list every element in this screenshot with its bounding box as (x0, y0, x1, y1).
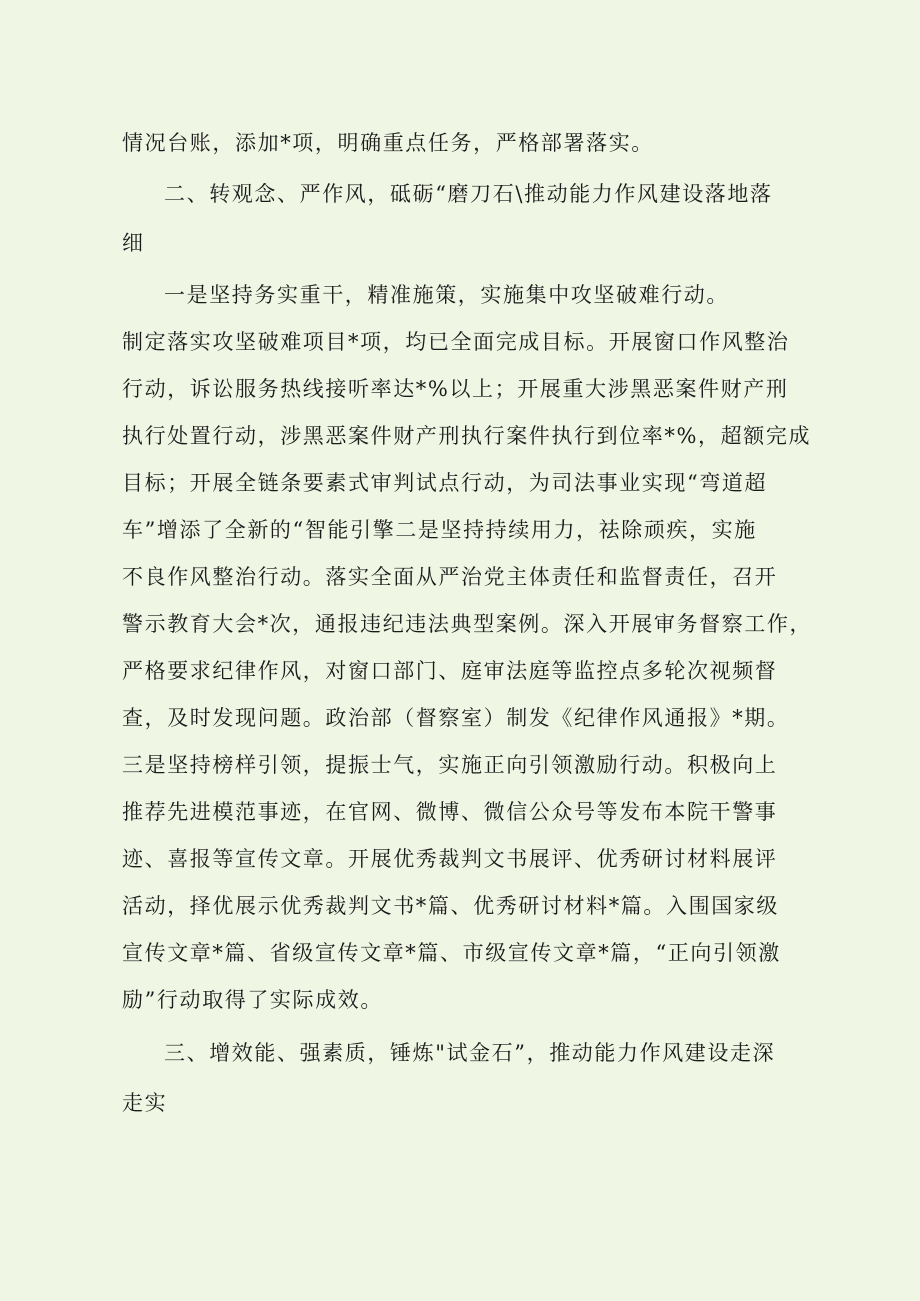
section-heading-3-cont: 走实 (122, 1091, 168, 1115)
text-line-1: 情况台账，添加*项，明确重点任务，严格部署落实。 (122, 131, 654, 155)
text-line-5: 制定落实攻坚破难项目*项，均已全面完成目标。开展窗口作风整治 (122, 330, 790, 354)
text-line-13: 查，及时发现问题。政治部（督察室）制发《纪律作风通报》*期。 (122, 706, 790, 730)
text-line-12: 严格要求纪律作风，对窗口部门、庭审法庭等监控点多轮次视频督 (122, 659, 778, 683)
text-line-18: 宣传文章*篇、省级宣传文章*篇、市级宣传文章*篇，“正向引领激 (122, 941, 781, 965)
section-heading-2-cont: 细 (122, 231, 145, 255)
text-line-8: 目标；开展全链条要素式审判试点行动，为司法事业实现“弯道超 (122, 471, 768, 495)
text-line-6: 行动，诉讼服务热线接听率达*%以上；开展重大涉黑恶案件财产刑 (122, 377, 789, 401)
section-heading-3: 三、增效能、强素质，锤炼"试金石”，推动能力作风建设走深 (164, 1041, 776, 1065)
text-line-7: 执行处置行动，涉黑恶案件财产刑执行案件执行到位率*%，超额完成 (122, 424, 812, 448)
text-line-4: 一是坚持务实重干，精准施策，实施集中攻坚破难行动。 (164, 283, 729, 307)
text-line-19: 励”行动取得了实际成效。 (122, 988, 383, 1012)
text-line-14: 三是坚持榜样引领，提振士气，实施正向引领激励行动。积极向上 (122, 753, 778, 777)
section-heading-2: 二、转观念、严作风，砥砺“磨刀石\推动能力作风建设落地落 (164, 182, 773, 206)
text-line-10: 不良作风整治行动。落实全面从严治党主体责任和监督责任，召开 (122, 565, 778, 589)
text-line-17: 活动，择优展示优秀裁判文书*篇、优秀研讨材料*篇。入围国家级 (122, 894, 779, 918)
text-line-11: 警示教育大会*次，通报违纪违法典型案例。深入开展审务督察工作， (122, 612, 813, 636)
text-line-15: 推荐先进模范事迹，在官网、微博、微信公众号等发布本院干警事 (122, 800, 778, 824)
text-line-9: 车”增添了全新的“智能引擎二是坚持持续用力，祛除顽疾，实施 (122, 518, 757, 542)
text-line-16: 迹、喜报等宣传文章。开展优秀裁判文书展评、优秀研讨材料展评 (122, 847, 778, 871)
